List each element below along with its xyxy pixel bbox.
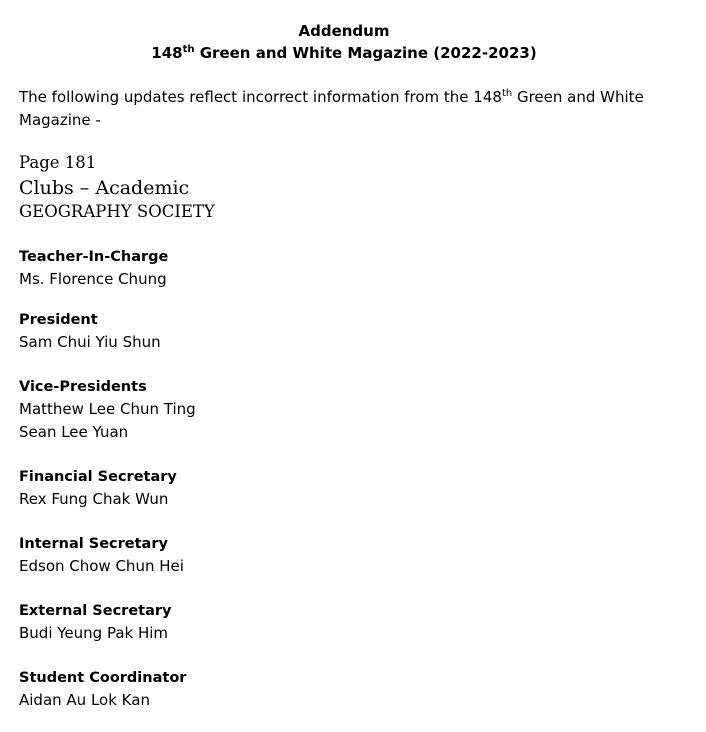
document-header [0, 20, 688, 64]
role-president [19, 309, 619, 354]
role-title: President [19, 312, 98, 328]
role-external-secretary [19, 600, 619, 645]
role-member-name: Aidan Au Lok Kan [19, 691, 150, 709]
role-vice-presidents [19, 376, 619, 443]
role-financial-secretary [19, 466, 619, 511]
intro-text-start: The following updates reflect incorrect information from the 148 [19, 88, 502, 106]
document-title: Addendum [298, 22, 390, 40]
role-member-name: Matthew Lee Chun Ting [19, 400, 196, 418]
role-title: Teacher-In-Charge [19, 249, 169, 265]
role-member-name: Rex Fung Chak Wun [19, 490, 169, 508]
role-member-name: Edson Chow Chun Hei [19, 557, 184, 575]
page-reference: Page 181 [19, 153, 97, 172]
role-title: External Secretary [19, 603, 172, 619]
role-student-coordinator [19, 667, 619, 712]
role-member-name: Budi Yeung Pak Him [19, 624, 169, 642]
document-subtitle [0, 42, 688, 64]
intro-superscript: th [501, 88, 513, 99]
subtitle-superscript: th [182, 44, 195, 55]
role-title: Vice-Presidents [19, 379, 147, 395]
role-member-name: Sean Lee Yuan [19, 422, 129, 441]
role-title: Internal Secretary [19, 536, 168, 552]
club-category: Clubs – Academic [19, 177, 190, 199]
role-internal-secretary [19, 533, 619, 578]
intro-paragraph [19, 86, 679, 132]
club-name: GEOGRAPHY SOCIETY [19, 202, 215, 221]
role-teacher-in-charge [19, 246, 619, 291]
intro-text-end: Green and White Magazine - [19, 88, 644, 129]
role-member-name: Sam Chui Yiu Shun [19, 333, 161, 351]
role-title: Student Coordinator [19, 670, 187, 686]
subtitle-text: Green and White Magazine (2022-2023) [194, 44, 537, 62]
role-member-name: Ms. Florence Chung [19, 270, 167, 288]
subtitle-number: 148 [151, 44, 183, 62]
role-title: Financial Secretary [19, 469, 177, 485]
